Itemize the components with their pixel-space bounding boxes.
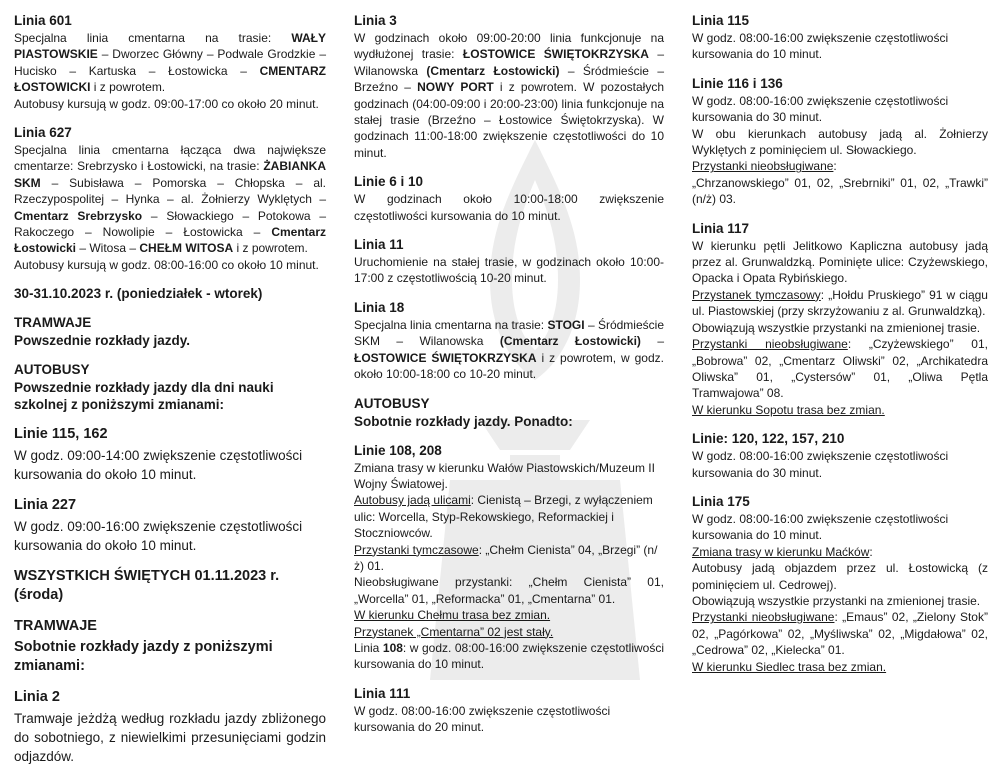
line-text: Zmiana trasy w kierunku Wałów Piastowskich/Muzeum II Wojny Światowej. <box>354 460 655 491</box>
line-11-section <box>354 236 664 287</box>
line-227-section <box>14 496 326 555</box>
tram-heading: TRAMWAJE <box>14 315 92 331</box>
line-title: Linie 116 i 136 <box>692 75 783 91</box>
line-text: W godz. 08:00-16:00 zwiększenie częstotliwości kursowania do 10 minut. <box>692 31 949 62</box>
tram-heading: TRAMWAJE <box>14 618 97 635</box>
tram-section-2 <box>14 617 326 676</box>
line-title: Linia 111 <box>354 685 411 701</box>
text: Linia <box>354 640 383 655</box>
text: : „Emaus” 02, „Zielony Stok” 02, „Pagórkowa” 02, „Myśliwska” 02, „Migdałowa” 02, „Cedrowa” 02, „Kielecka” 01. <box>692 610 988 658</box>
stop-bold: CMENTARZ ŁOSTOWICKI <box>14 63 326 95</box>
text: – Witosa – <box>76 241 140 256</box>
stop-bold: Cmentarz Łostowicki <box>14 225 326 256</box>
underlined-note: W kierunku Siedlec trasa bez zmian. <box>692 659 887 674</box>
line-text <box>692 609 988 658</box>
date-heading: 30-31.10.2023 r. (poniedziałek - wtorek) <box>14 286 263 302</box>
line-text <box>692 336 988 402</box>
stop-bold: ŁOSTOWICE ŚWIĘTOKRZYSKA <box>354 350 537 365</box>
line-text <box>354 492 664 541</box>
line-117-section <box>692 220 988 418</box>
bus-section-2 <box>354 395 664 430</box>
column-right <box>692 12 988 687</box>
line-text: W obu kierunkach autobusy jadą al. Żołnierzy Wyklętych z pominięciem ul. Słowackiego. <box>692 126 988 158</box>
line-title: Linie 115, 162 <box>14 426 108 443</box>
bus-heading: AUTOBUSY <box>14 362 90 378</box>
line-text: W godz. 09:00-16:00 zwiększenie częstotliwości kursowania do około 10 minut. <box>14 519 303 554</box>
line-text <box>354 640 664 673</box>
line-text: W godzinach około 10:00-18:00 zwiększenie częstotliwości kursowania do 10 minut. <box>354 192 664 223</box>
line-116-136-section <box>692 75 988 208</box>
line-title: Linia 115 <box>692 13 750 28</box>
text: – Śródmieście SKM – Wilanowska <box>354 317 664 349</box>
line-text: „Chrzanowskiego” 01, 02, „Srebrniki” 01, 02, „Trawki” (n/ż) 03. <box>692 175 988 207</box>
line-115-162-section <box>14 425 326 484</box>
line-text: W godz. 08:00-16:00 zwiększenie częstotliwości kursowania do 30 minut. <box>692 449 949 480</box>
line-18-text <box>354 317 664 383</box>
line-text: Nieobsługiwane przystanki: „Chełm Cienista” 01, „Worcella” 01, „Reformacka” 01, „Cmentarna” 01. <box>354 575 664 606</box>
line-text: Obowiązują wszystkie przystanki na zmienionej trasie. <box>692 320 981 335</box>
underlined-note: Przystanek „Cmentarna” 02 jest stały. <box>354 624 554 639</box>
line-108-208-section <box>354 442 664 673</box>
line-601-section <box>14 12 326 112</box>
line-title: Linia 175 <box>692 493 750 509</box>
text: – <box>640 334 664 349</box>
line-2-section <box>14 688 326 766</box>
line-18-section <box>354 299 664 383</box>
underlined-label: Przystanki tymczasowe <box>354 542 479 557</box>
line-text: Tramwaje jeżdżą według rozkładu jazdy zbliżonego do sobotniego, z niewielkimi przesunięciami godzin odjazdów. <box>14 711 326 765</box>
underlined-label: Przystanek tymczasowy <box>692 287 821 302</box>
tram-section-1 <box>14 314 326 349</box>
text: : <box>869 544 873 559</box>
line-175-section <box>692 493 988 675</box>
text: : „Hołdu Pruskiego” 91 w ciągu ul. Piastowskiej (przy skrzyżowaniu z al. Grunwaldzką). <box>692 287 988 319</box>
stop-bold: ŁOSTOWICE ŚWIĘTOKRZYSKA <box>462 47 649 62</box>
text: : „Chełm Cienista” 04, „Brzegi” (n/ż) 01. <box>354 542 658 573</box>
stop-bold: CHEŁM WITOSA <box>139 241 234 256</box>
line-120-section <box>692 430 988 481</box>
stop-bold: WAŁY PIASTOWSKIE <box>14 31 326 62</box>
text: – Subisława – Pomorska – Chłopska – al. Rzeczypospolitej – Hynka – al. Żołnierzy Wyklętych – <box>14 175 326 207</box>
date-heading-1 <box>14 285 326 302</box>
text: – Wilanowska <box>354 47 665 78</box>
text: : Cienistą – Brzegi, z wyłączeniem ulic: Worcella, Styp-Rekowskiego, Reformackiej i Stoczniowców. <box>354 493 653 541</box>
line-title: Linie 108, 208 <box>354 442 442 458</box>
line-title: Linie 6 i 10 <box>354 174 424 190</box>
line-title: Linia 11 <box>354 237 404 253</box>
line-title: Linia 3 <box>354 13 397 28</box>
underlined-label: Autobusy jadą ulicami <box>354 493 471 508</box>
line-text: W godz. 08:00-16:00 zwiększenie częstotliwości kursowania do 10 minut. <box>692 511 949 543</box>
bus-heading: AUTOBUSY <box>354 395 430 411</box>
line-text <box>692 287 988 320</box>
stop-bold: (Cmentarz Łostowicki) <box>499 334 641 349</box>
text: – Dworzec Główny – Podwale Grodzkie – Hucisko – Kartuska – Łostowicka – <box>14 47 326 78</box>
underlined-label: Przystanki nieobsługiwane <box>692 159 834 174</box>
stop-bold: STOGI <box>547 317 585 332</box>
line-text: W kierunku pętli Jelitkowo Kapliczna autobusy jadą przez al. Grunwaldzką. Pominięte ulice: Czyżewskiego, Opacka i Opata Rybińskiego. <box>692 238 988 286</box>
line-627-freq: Autobusy kursują w godz. 08:00-16:00 co około 10 minut. <box>14 257 319 272</box>
column-left <box>14 12 326 778</box>
line-title: Linia 117 <box>692 220 750 236</box>
date-heading: WSZYSTKICH ŚWIĘTYCH 01.11.2023 r. (środa) <box>14 568 280 604</box>
stop-bold: ŻABIANKA SKM <box>14 159 326 190</box>
line-title: Linia 227 <box>14 497 77 514</box>
tram-subheading: Sobotnie rozkłady jazdy z poniższymi zmianami: <box>14 639 273 675</box>
stop-bold: (Cmentarz Łostowicki) <box>426 63 560 78</box>
line-6-10-section <box>354 173 664 224</box>
column-middle <box>354 12 664 748</box>
line-title: Linie: 120, 122, 157, 210 <box>692 431 845 447</box>
line-text <box>692 158 988 174</box>
line-3-text <box>354 30 664 161</box>
underlined-label: Zmiana trasy w kierunku Maćków <box>692 544 870 559</box>
line-text: Autobusy jadą objazdem przez ul. Łostowicką (z pominięciem ul. Cedrowej). <box>692 561 988 592</box>
line-text <box>692 544 988 560</box>
line-number-bold: 108 <box>382 640 403 655</box>
text: W godzinach około 09:00-20:00 linia funkcjonuje na wydłużonej trasie: <box>354 31 664 62</box>
text: i z powrotem, w godz. około 10:00-18:00 co 10-20 minut. <box>354 350 664 382</box>
underlined-note: W kierunku Chełmu trasa bez zmian. <box>354 608 551 623</box>
text: i z powrotem. <box>90 80 166 95</box>
line-text: W godz. 08:00-16:00 zwiększenie częstotliwości kursowania do 30 minut. <box>692 93 949 125</box>
bus-subheading: Powszednie rozkłady jazdy dla dni nauki szkolnej z poniższymi zmianami: <box>14 380 274 413</box>
text: – Słowackiego – Potokowa – Rakoczego – Nowolipie – Łostowicka – <box>14 208 326 240</box>
line-627-title: Linia 627 <box>14 125 72 141</box>
line-text: W godz. 09:00-14:00 zwiększenie częstotliwości kursowania do około 10 minut. <box>14 448 303 483</box>
line-115-section <box>692 12 988 63</box>
tram-subheading: Powszednie rozkłady jazdy. <box>14 333 191 349</box>
line-text: W godz. 08:00-16:00 zwiększenie częstotliwości kursowania do 20 minut. <box>354 703 611 735</box>
line-3-section <box>354 12 664 161</box>
date-heading-2 <box>14 567 326 605</box>
line-601-freq: Autobusy kursują w godz. 09:00-17:00 co około 20 minut. <box>14 96 319 111</box>
text: i z powrotem. <box>233 241 308 256</box>
line-text <box>354 542 664 575</box>
line-title: Linia 2 <box>14 689 60 706</box>
underlined-note: W kierunku Sopotu trasa bez zmian. <box>692 402 885 417</box>
text: Specjalna linia cmentarna na trasie: <box>354 317 548 332</box>
text: Specjalna linia cmentarna łącząca dwa największe cmentarze: Srebrzysko i Łostowicki, na trasie: <box>14 143 326 174</box>
line-627-route <box>14 142 326 257</box>
underlined-label: Przystanki nieobsługiwane <box>692 337 848 352</box>
line-text: Obowiązują wszystkie przystanki na zmienionej trasie. <box>692 593 981 608</box>
line-title: Linia 18 <box>354 299 405 315</box>
text: : <box>833 159 837 174</box>
stop-bold: Cmentarz Srebrzysko <box>14 208 143 223</box>
line-111-section <box>354 685 664 736</box>
stop-bold: NOWY PORT <box>417 80 494 95</box>
underlined-label: Przystanki nieobsługiwane <box>692 610 835 625</box>
text: : w godz. 08:00-16:00 zwiększenie częstotliwości kursowania do 10 minut. <box>354 640 664 672</box>
line-627-section <box>14 124 326 273</box>
bus-section-1 <box>14 361 326 413</box>
line-601-title: Linia 601 <box>14 13 72 28</box>
text: i z powrotem. W pozostałych godzinach (04:00-09:00 i 20:00-23:00) linia funkcjonuje na stałej trasie (Brzeźno – Łostowice Świętokrzyska). W godzinach 11:00-18:00 zwiększenie częstotliwości do 10 minut. <box>354 80 664 160</box>
line-text: Uruchomienie na stałej trasie, w godzinach około 10:00-17:00 z częstotliwością 10-20 minut. <box>354 255 664 286</box>
line-601-route <box>14 30 326 96</box>
text: Specjalna linia cmentarna na trasie: <box>14 31 292 45</box>
bus-subheading: Sobotnie rozkłady jazdy. Ponadto: <box>354 413 573 429</box>
text: : „Czyżewskiego” 01, „Bobrowa” 02, „Cmentarz Oliwski” 02, „Archikatedra Oliwska” 01, „Cystersów” 01, „Oliwa Pętla Tramwajowa” 08. <box>692 337 988 401</box>
text: – Śródmieście – Brzeźno – <box>354 63 665 95</box>
